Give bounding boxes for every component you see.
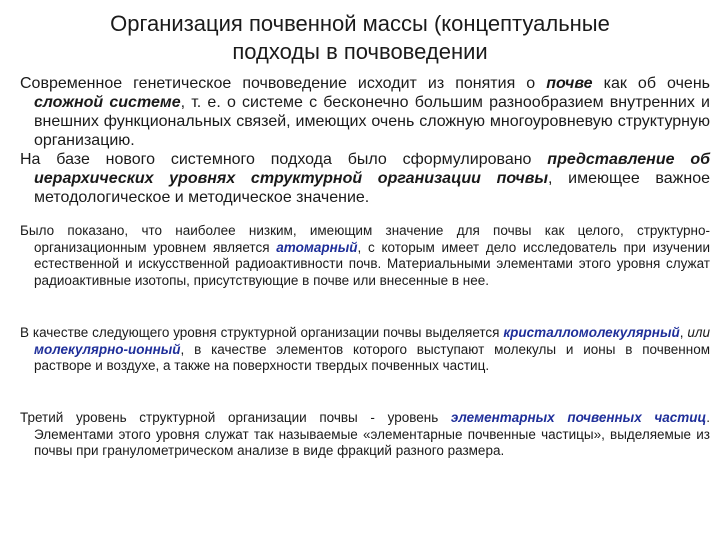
- text-run: Третий уровень структурной организации почвы - уровень: [20, 410, 451, 425]
- text-run: , с которым имеет дело исследователь при изучении естественной и искусственной радиоактивности почв. Материальными элементами этого уровня служат радиоактивные изотопы, присутствующие в почве или внесенные в нее.: [34, 239, 710, 288]
- paragraph-system-approach: [20, 150, 710, 207]
- paragraph-genetic-soil-science: [20, 74, 710, 150]
- emphasis-complex-system: сложной системе: [34, 94, 181, 111]
- slide-title: [60, 10, 660, 66]
- title-line-1: Организация почвенной массы (концептуальные: [110, 11, 610, 36]
- text-run: , в качестве элементов которого выступают молекулы и ионы в почвенном растворе и воздухе, а также на поверхности твердых почвенных частиц.: [34, 341, 710, 373]
- text-run-or: или: [687, 325, 710, 340]
- emphasis-crystal-molecular: кристалломолекулярный: [503, 325, 680, 340]
- text-run: , т. е. о системе с бесконечно большим разнообразием внутренних и внешних функциональных связей, имеющих очень сложную многоуровневую структурную организацию.: [34, 94, 710, 149]
- paragraph-crystal-molecular-level: [20, 325, 710, 375]
- text-run: ,: [679, 325, 688, 340]
- paragraph-elementary-particles-level: [20, 410, 710, 460]
- text-run: , имеющее важное методологическое и методическое значение.: [34, 170, 710, 206]
- emphasis-elementary-particles: элементарных почвенных частиц: [450, 410, 707, 425]
- emphasis-molecular-ionic: молекулярно-ионный: [34, 341, 181, 357]
- text-run: . Элементами этого уровня служат так называемые «элементарные почвенные частицы», выделяемые из почвы при гранулометрическом анализе в виде фракций разного размера.: [34, 410, 711, 458]
- title-line-2: подходы в почвоведении: [232, 39, 488, 64]
- paragraph-atomic-level: [20, 223, 710, 289]
- text-run: Было показано, что наиболее низким, имеющим значение для почвы как целого, структурно-организационным уровнем является: [20, 223, 710, 255]
- emphasis-atomic: атомарный: [276, 239, 358, 255]
- text-run: Современное генетическое почвоведение исходит из понятия о: [20, 75, 547, 92]
- text-run: как об очень: [592, 75, 711, 92]
- text-run: На базе нового системного подхода было сформулировано: [20, 151, 548, 168]
- text-run: В качестве следующего уровня структурной организации почвы выделяется: [20, 325, 504, 340]
- emphasis-soil: почве: [546, 75, 593, 92]
- emphasis-hierarchical-levels: представление об иерархических уровнях структурной организации почвы: [34, 151, 710, 187]
